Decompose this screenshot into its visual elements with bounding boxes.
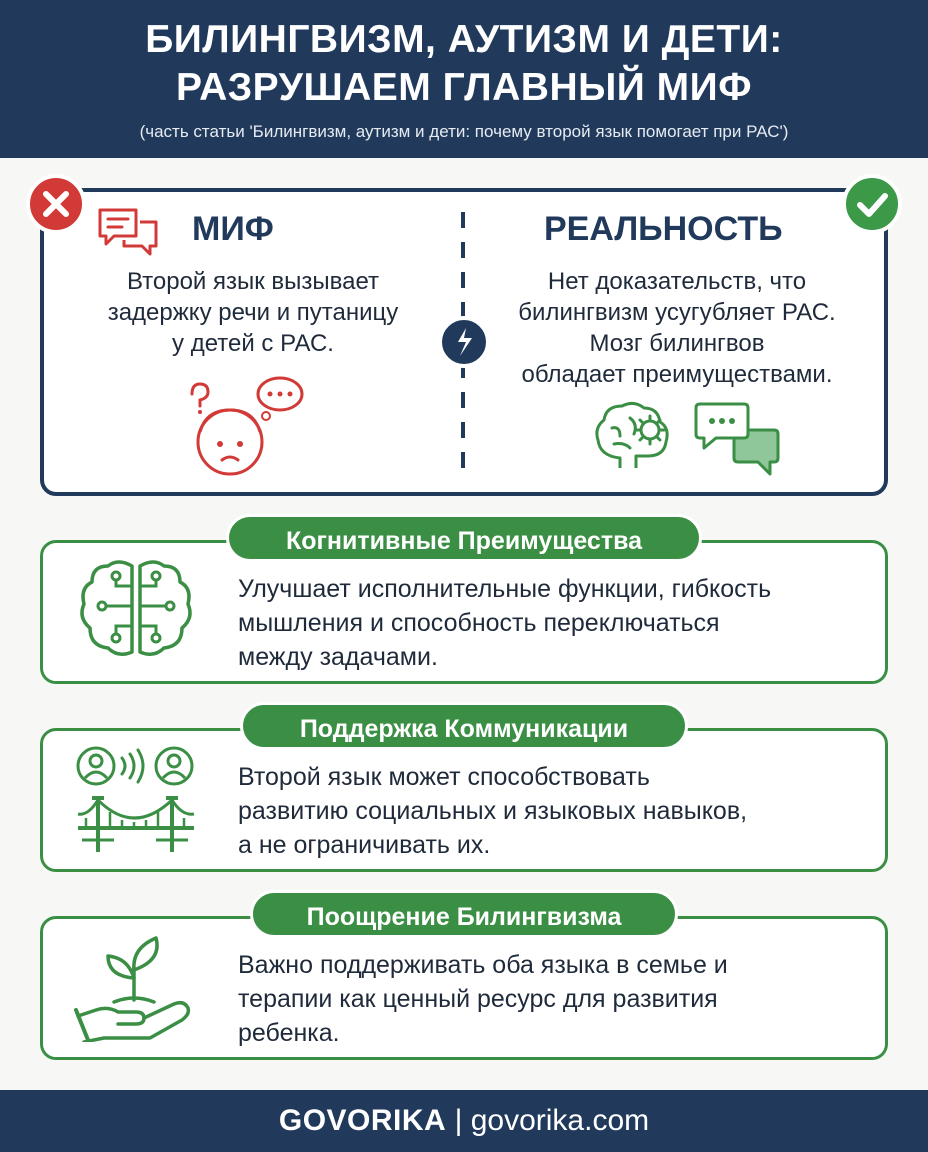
card-line: Важно поддерживать оба языка в семье и [238, 951, 728, 979]
footer-separator: | [454, 1104, 463, 1137]
card-line: Второй язык может способствовать [238, 763, 650, 791]
footer [0, 1090, 928, 1152]
reality-line: Нет доказательств, что [547, 268, 807, 295]
footer-site-link[interactable]: govorika.com [470, 1104, 650, 1137]
reality-title: РЕАЛЬНОСТЬ [544, 210, 783, 248]
card-line: Улучшает исполнительные функции, гибкость [238, 575, 772, 603]
chat-bubbles-icon [694, 400, 782, 485]
card-line: развитию социальных и языковых навыков, [238, 797, 748, 825]
card-communication-title: Поддержка Коммуникации [240, 702, 688, 750]
myth-line: у детей с РАС. [172, 330, 334, 357]
lightning-icon [438, 316, 490, 368]
reality-text [482, 266, 872, 390]
page-title-line2: РАЗРУШАЕМ ГЛАВНЫЙ МИФ [176, 66, 752, 109]
reality-line: билингвизм усугубляет РАС. [518, 299, 836, 326]
myth-title: МИФ [192, 210, 274, 248]
check-icon [842, 174, 902, 234]
page-title-line1: БИЛИНГВИЗМ, АУТИЗМ И ДЕТИ: [145, 18, 783, 61]
brain-gear-icon [590, 398, 686, 483]
brain-circuit-icon [74, 556, 198, 671]
card-cognitive-text [238, 572, 868, 674]
confused-child-icon [186, 372, 306, 485]
card-line: мышления и способность переключаться [238, 609, 720, 637]
page-subtitle: (часть статьи 'Билингвизм, аутизм и дети: почему второй язык помогает при РАС') [139, 122, 789, 141]
card-line: ребенка. [238, 1019, 340, 1047]
card-cognitive-title: Когнитивные Преимущества [226, 514, 702, 562]
speech-bubble-icon [96, 206, 160, 263]
footer-brand: GOVORIKA [278, 1104, 447, 1137]
myth-line: Второй язык вызывает [126, 268, 380, 295]
card-communication-text [238, 760, 868, 862]
hand-sprout-icon [74, 930, 198, 1047]
card-line: а не ограничивать их. [238, 831, 491, 859]
reality-line: обладает преимуществами. [521, 361, 833, 388]
x-icon [26, 174, 86, 234]
people-bridge-icon [74, 744, 198, 861]
myth-line: задержку речи и путаницу [107, 299, 399, 326]
header [0, 0, 928, 158]
card-line: терапии как ценный ресурс для развития [238, 985, 718, 1013]
card-line: между задачами. [238, 643, 438, 671]
myth-text [58, 266, 448, 359]
card-encouragement-title: Поощрение Билингвизма [250, 890, 678, 938]
card-encouragement-text [238, 948, 868, 1050]
reality-line: Мозг билингвов [589, 330, 765, 357]
